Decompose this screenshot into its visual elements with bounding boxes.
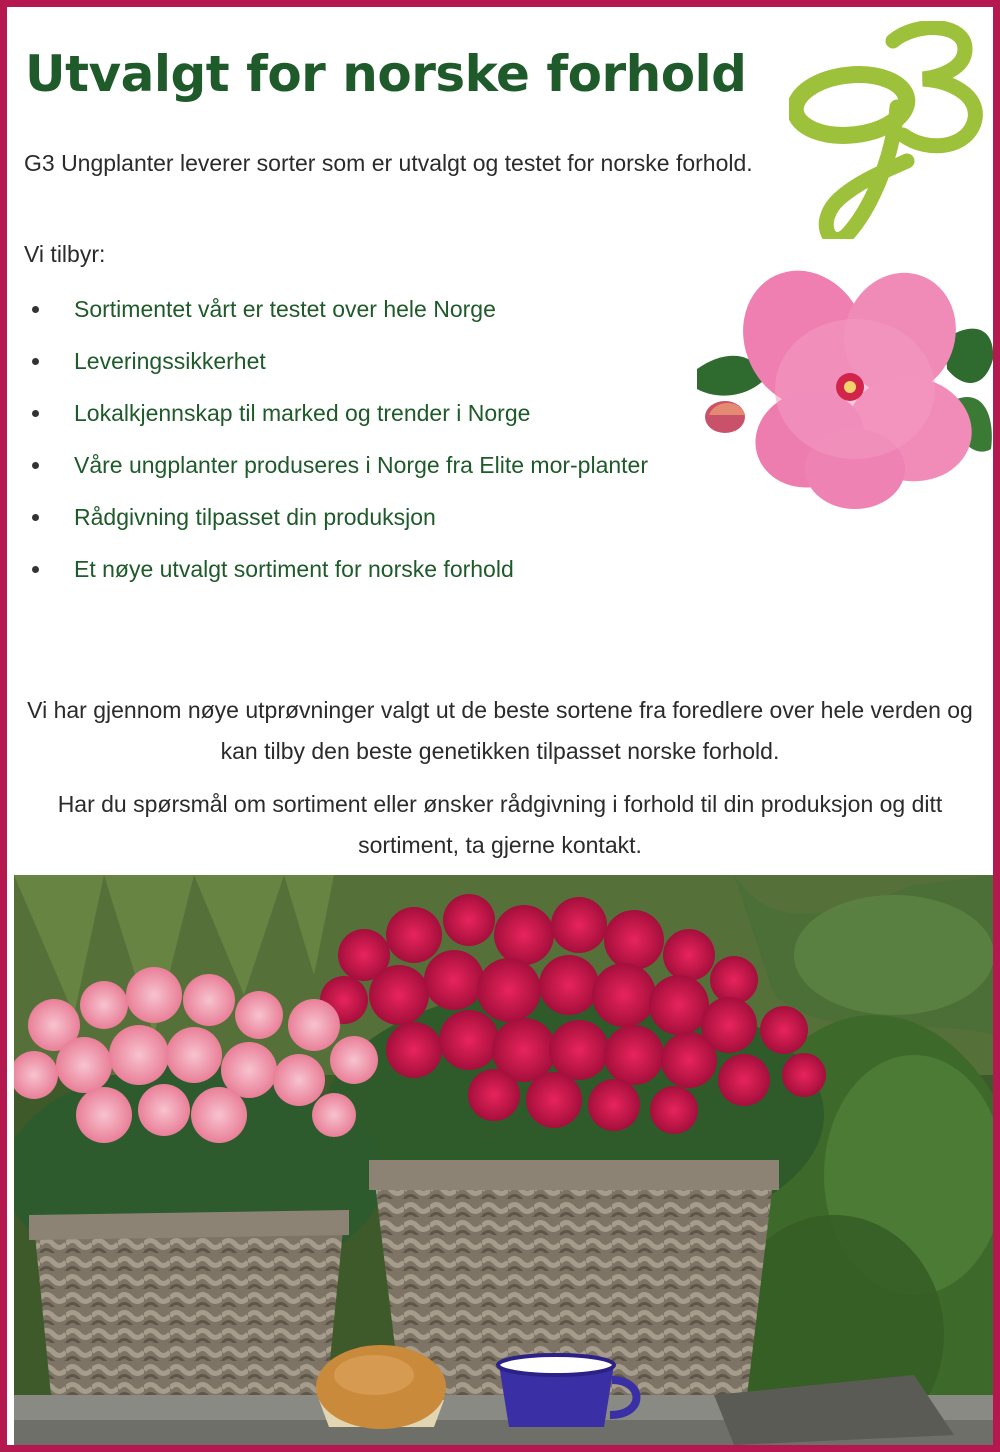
list-item-text: Lokalkjennskap til marked og trender i Norge	[74, 400, 531, 426]
list-item	[24, 289, 684, 330]
list-item-text: Leveringssikkerhet	[74, 348, 266, 374]
list-item-text: Et nøye utvalgt sortiment for norske forhold	[74, 556, 514, 582]
impatiens-flower-image	[695, 239, 995, 519]
bullet-icon	[32, 306, 39, 313]
page-title: Utvalgt for norske forhold	[25, 45, 747, 103]
bullet-icon	[32, 358, 39, 365]
list-item	[24, 549, 684, 590]
list-item-text: Sortimentet vårt er testet over hele Norge	[74, 296, 496, 322]
bullet-icon	[32, 410, 39, 417]
offer-list	[24, 289, 684, 601]
list-item	[24, 341, 684, 382]
list-item	[24, 445, 684, 486]
list-item-text: Våre ungplanter produseres i Norge fra Elite mor-planter	[74, 452, 649, 478]
intro-text: G3 Ungplanter leverer sorter som er utvalgt og testet for norske forhold.	[24, 150, 753, 176]
bullet-icon	[32, 514, 39, 521]
list-item	[24, 393, 684, 434]
g3-logo	[789, 21, 989, 241]
dianthus-baskets-photo	[14, 875, 993, 1445]
bullet-icon	[32, 462, 39, 469]
list-item	[24, 497, 684, 538]
contact-paragraph: Har du spørsmål om sortiment eller ønsker rådgivning i forhold til din produksjon og ditt sortiment, ta gjerne kontakt.	[57, 791, 943, 858]
list-item-text: Rådgivning tilpasset din produksjon	[74, 504, 436, 530]
offer-label: Vi tilbyr:	[24, 241, 106, 267]
bullet-icon	[32, 566, 39, 573]
selection-paragraph: Vi har gjennom nøye utprøvninger valgt ut de beste sortene fra foredlere over hele verden og kan tilby den beste genetikken tilpasset norske forhold.	[27, 697, 973, 764]
